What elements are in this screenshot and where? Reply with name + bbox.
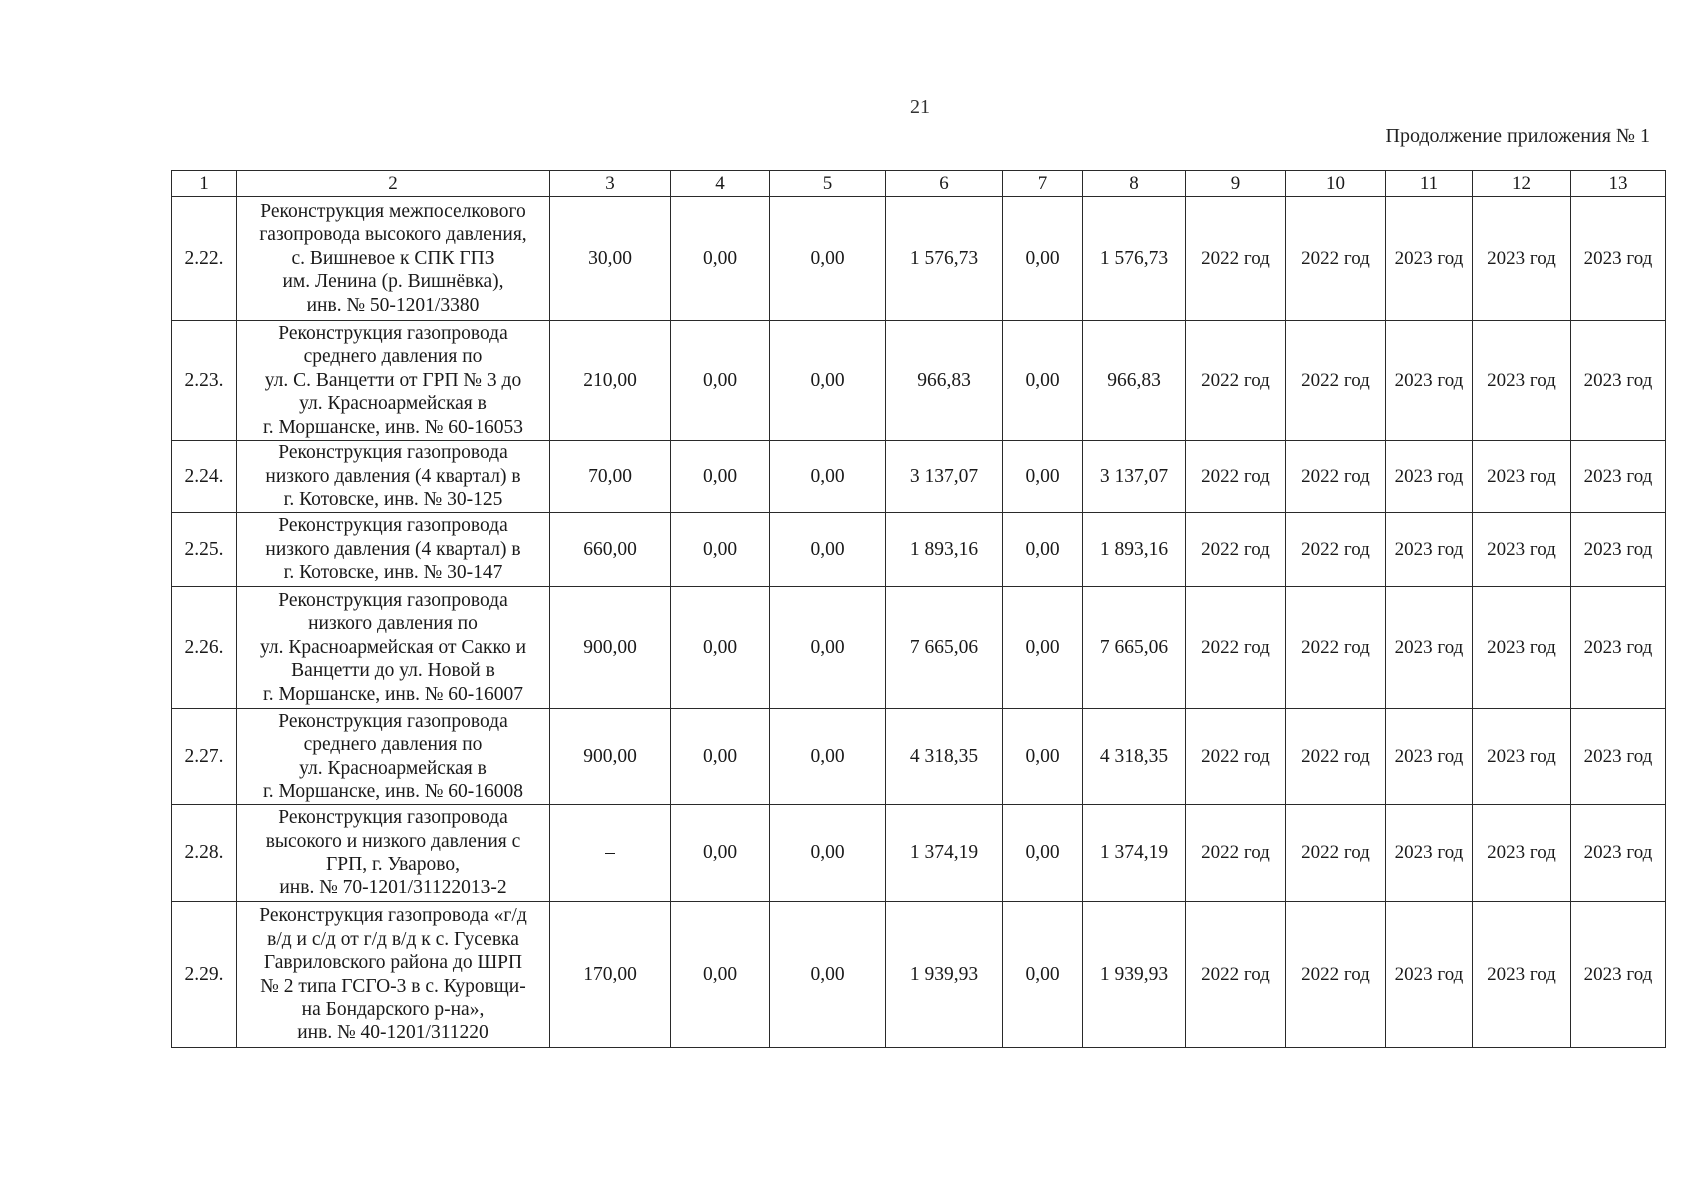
object-name-line: Реконструкция межпоселкового xyxy=(260,201,526,223)
object-name-line: низкого давления по xyxy=(308,613,478,635)
object-name-line: Реконструкция газопровода xyxy=(278,807,508,829)
object-name xyxy=(237,709,550,805)
year-cell-10: 2022 год xyxy=(1286,709,1386,805)
table-row xyxy=(172,441,1666,513)
value-cell-4: 0,00 xyxy=(671,197,770,321)
object-name xyxy=(237,513,550,587)
year-cell-11: 2023 год xyxy=(1386,197,1473,321)
column-header-13: 13 xyxy=(1571,171,1666,197)
value-cell-7: 0,00 xyxy=(1003,197,1083,321)
value-cell-3: 900,00 xyxy=(550,709,671,805)
year-cell-12: 2023 год xyxy=(1473,513,1571,587)
column-header-1: 1 xyxy=(172,171,237,197)
column-header-2: 2 xyxy=(237,171,550,197)
value-cell-6: 966,83 xyxy=(886,321,1003,441)
year-cell-12: 2023 год xyxy=(1473,902,1571,1048)
column-header-12: 12 xyxy=(1473,171,1571,197)
value-cell-6: 3 137,07 xyxy=(886,441,1003,513)
column-header-8: 8 xyxy=(1083,171,1186,197)
value-cell-3: 660,00 xyxy=(550,513,671,587)
year-cell-10: 2022 год xyxy=(1286,902,1386,1048)
year-cell-13: 2023 год xyxy=(1571,902,1666,1048)
value-cell-3: 900,00 xyxy=(550,587,671,709)
year-cell-9: 2022 год xyxy=(1186,321,1286,441)
year-cell-10: 2022 год xyxy=(1286,197,1386,321)
object-name-line: газопровода высокого давления, xyxy=(259,224,527,246)
object-name xyxy=(237,902,550,1048)
object-name xyxy=(237,805,550,902)
year-cell-11: 2023 год xyxy=(1386,805,1473,902)
value-cell-6: 1 374,19 xyxy=(886,805,1003,902)
object-name-line: Реконструкция газопровода xyxy=(278,590,508,612)
object-name-line: высокого и низкого давления с xyxy=(265,830,521,852)
year-cell-11: 2023 год xyxy=(1386,902,1473,1048)
year-cell-10: 2022 год xyxy=(1286,805,1386,902)
object-name-line: г. Моршанске, инв. № 60-16007 xyxy=(262,683,524,705)
table-header xyxy=(172,171,1666,197)
object-name-line: ул. Красноармейская в xyxy=(299,393,487,415)
year-cell-9: 2022 год xyxy=(1186,513,1286,587)
value-cell-6: 1 576,73 xyxy=(886,197,1003,321)
object-name-line: с. Вишневое к СПК ГПЗ xyxy=(291,247,495,269)
object-name xyxy=(237,587,550,709)
object-name-line: г. Котовске, инв. № 30-125 xyxy=(283,489,503,511)
value-cell-3: 170,00 xyxy=(550,902,671,1048)
value-cell-4: 0,00 xyxy=(671,441,770,513)
value-cell-5: 0,00 xyxy=(770,805,886,902)
value-cell-8: 7 665,06 xyxy=(1083,587,1186,709)
column-header-7: 7 xyxy=(1003,171,1083,197)
year-cell-10: 2022 год xyxy=(1286,587,1386,709)
year-cell-13: 2023 год xyxy=(1571,321,1666,441)
value-cell-7: 0,00 xyxy=(1003,902,1083,1048)
year-cell-9: 2022 год xyxy=(1186,709,1286,805)
value-cell-7: 0,00 xyxy=(1003,587,1083,709)
value-cell-8: 4 318,35 xyxy=(1083,709,1186,805)
object-name xyxy=(237,321,550,441)
page-number: 21 xyxy=(910,96,930,118)
value-cell-5: 0,00 xyxy=(770,441,886,513)
row-number: 2.22. xyxy=(172,197,237,321)
value-cell-4: 0,00 xyxy=(671,805,770,902)
value-cell-8: 1 939,93 xyxy=(1083,902,1186,1048)
value-cell-7: 0,00 xyxy=(1003,321,1083,441)
object-name-line: Реконструкция газопровода xyxy=(278,442,508,464)
year-cell-9: 2022 год xyxy=(1186,805,1286,902)
value-cell-4: 0,00 xyxy=(671,902,770,1048)
value-cell-6: 1 893,16 xyxy=(886,513,1003,587)
year-cell-12: 2023 год xyxy=(1473,441,1571,513)
year-cell-13: 2023 год xyxy=(1571,709,1666,805)
year-cell-11: 2023 год xyxy=(1386,587,1473,709)
year-cell-13: 2023 год xyxy=(1571,587,1666,709)
object-name-line: Реконструкция газопровода xyxy=(278,323,508,345)
value-cell-3: – xyxy=(550,805,671,902)
value-cell-4: 0,00 xyxy=(671,321,770,441)
object-name-line: ГРП, г. Уварово, xyxy=(326,854,460,875)
column-header-3: 3 xyxy=(550,171,671,197)
object-name-line: Реконструкция газопровода xyxy=(278,710,508,732)
year-cell-12: 2023 год xyxy=(1473,587,1571,709)
value-cell-8: 3 137,07 xyxy=(1083,441,1186,513)
column-header-6: 6 xyxy=(886,171,1003,197)
value-cell-5: 0,00 xyxy=(770,197,886,321)
object-name-line: г. Моршанске, инв. № 60-16008 xyxy=(262,780,524,802)
object-name-line: среднего давления по xyxy=(303,734,483,756)
value-cell-6: 1 939,93 xyxy=(886,902,1003,1048)
column-header-5: 5 xyxy=(770,171,886,197)
value-cell-7: 0,00 xyxy=(1003,709,1083,805)
table-row xyxy=(172,805,1666,902)
row-number: 2.27. xyxy=(172,709,237,805)
object-name-line: инв. № 40-1201/311220 xyxy=(297,1022,489,1044)
row-number: 2.24. xyxy=(172,441,237,513)
object-name-line: низкого давления (4 квартал) в xyxy=(265,538,521,560)
year-cell-12: 2023 год xyxy=(1473,321,1571,441)
year-cell-9: 2022 год xyxy=(1186,441,1286,513)
table-row xyxy=(172,587,1666,709)
year-cell-11: 2023 год xyxy=(1386,321,1473,441)
column-header-9: 9 xyxy=(1186,171,1286,197)
row-number: 2.26. xyxy=(172,587,237,709)
row-number: 2.25. xyxy=(172,513,237,587)
value-cell-6: 7 665,06 xyxy=(886,587,1003,709)
year-cell-12: 2023 год xyxy=(1473,805,1571,902)
object-name-line: г. Котовске, инв. № 30-147 xyxy=(283,562,503,584)
column-number-row xyxy=(172,171,1666,197)
object-name-line: в/д и с/д от г/д в/д к с. Гусевка xyxy=(267,928,519,950)
object-name-line: г. Моршанске, инв. № 60-16053 xyxy=(262,416,524,438)
value-cell-8: 1 576,73 xyxy=(1083,197,1186,321)
value-cell-3: 70,00 xyxy=(550,441,671,513)
table-row xyxy=(172,513,1666,587)
year-cell-13: 2023 год xyxy=(1571,197,1666,321)
value-cell-4: 0,00 xyxy=(671,709,770,805)
column-header-10: 10 xyxy=(1286,171,1386,197)
object-name-line: инв. № 70-1201/31122013-2 xyxy=(279,877,507,899)
year-cell-10: 2022 год xyxy=(1286,441,1386,513)
value-cell-8: 966,83 xyxy=(1083,321,1186,441)
object-name-line: ул. Красноармейская в xyxy=(299,757,487,779)
object-name-line: Реконструкция газопровода xyxy=(278,515,508,537)
table-row xyxy=(172,902,1666,1048)
value-cell-4: 0,00 xyxy=(671,587,770,709)
object-name xyxy=(237,197,550,321)
column-header-4: 4 xyxy=(671,171,770,197)
appendix-table xyxy=(171,170,1666,1048)
row-number: 2.29. xyxy=(172,902,237,1048)
year-cell-10: 2022 год xyxy=(1286,513,1386,587)
value-cell-6: 4 318,35 xyxy=(886,709,1003,805)
value-cell-5: 0,00 xyxy=(770,902,886,1048)
object-name-line: Ванцетти до ул. Новой в xyxy=(291,660,495,682)
object-name-line: среднего давления по xyxy=(303,346,483,368)
year-cell-9: 2022 год xyxy=(1186,902,1286,1048)
object-name-line: инв. № 50-1201/3380 xyxy=(306,294,480,316)
year-cell-11: 2023 год xyxy=(1386,441,1473,513)
value-cell-8: 1 374,19 xyxy=(1083,805,1186,902)
table-row xyxy=(172,709,1666,805)
value-cell-7: 0,00 xyxy=(1003,805,1083,902)
year-cell-12: 2023 год xyxy=(1473,197,1571,321)
year-cell-13: 2023 год xyxy=(1571,513,1666,587)
value-cell-7: 0,00 xyxy=(1003,513,1083,587)
value-cell-5: 0,00 xyxy=(770,587,886,709)
value-cell-3: 210,00 xyxy=(550,321,671,441)
object-name-line: на Бондарского р-на», xyxy=(301,998,485,1020)
object-name-line: № 2 типа ГСГО-3 в с. Куровщи- xyxy=(260,975,526,997)
table-row xyxy=(172,197,1666,321)
year-cell-10: 2022 год xyxy=(1286,321,1386,441)
value-cell-3: 30,00 xyxy=(550,197,671,321)
value-cell-5: 0,00 xyxy=(770,321,886,441)
table-row xyxy=(172,321,1666,441)
object-name-line: низкого давления (4 квартал) в xyxy=(265,465,521,487)
year-cell-13: 2023 год xyxy=(1571,441,1666,513)
year-cell-13: 2023 год xyxy=(1571,805,1666,902)
value-cell-7: 0,00 xyxy=(1003,441,1083,513)
object-name-line: им. Ленина (р. Вишнёвка), xyxy=(282,271,504,293)
value-cell-5: 0,00 xyxy=(770,513,886,587)
year-cell-12: 2023 год xyxy=(1473,709,1571,805)
row-number: 2.23. xyxy=(172,321,237,441)
object-name-line: Гавриловского района до ШРП xyxy=(263,952,523,974)
value-cell-4: 0,00 xyxy=(671,513,770,587)
object-name-line: ул. Красноармейская от Сакко и xyxy=(259,636,527,658)
year-cell-9: 2022 год xyxy=(1186,197,1286,321)
appendix-continuation-note: Продолжение приложения № 1 xyxy=(1385,125,1650,147)
object-name-line: Реконструкция газопровода «г/д xyxy=(259,905,527,927)
year-cell-11: 2023 год xyxy=(1386,709,1473,805)
column-header-11: 11 xyxy=(1386,171,1473,197)
row-number: 2.28. xyxy=(172,805,237,902)
value-cell-5: 0,00 xyxy=(770,709,886,805)
table-body xyxy=(172,197,1666,1048)
year-cell-9: 2022 год xyxy=(1186,587,1286,709)
value-cell-8: 1 893,16 xyxy=(1083,513,1186,587)
object-name-line: ул. С. Ванцетти от ГРП № 3 до xyxy=(264,369,522,391)
object-name xyxy=(237,441,550,513)
year-cell-11: 2023 год xyxy=(1386,513,1473,587)
